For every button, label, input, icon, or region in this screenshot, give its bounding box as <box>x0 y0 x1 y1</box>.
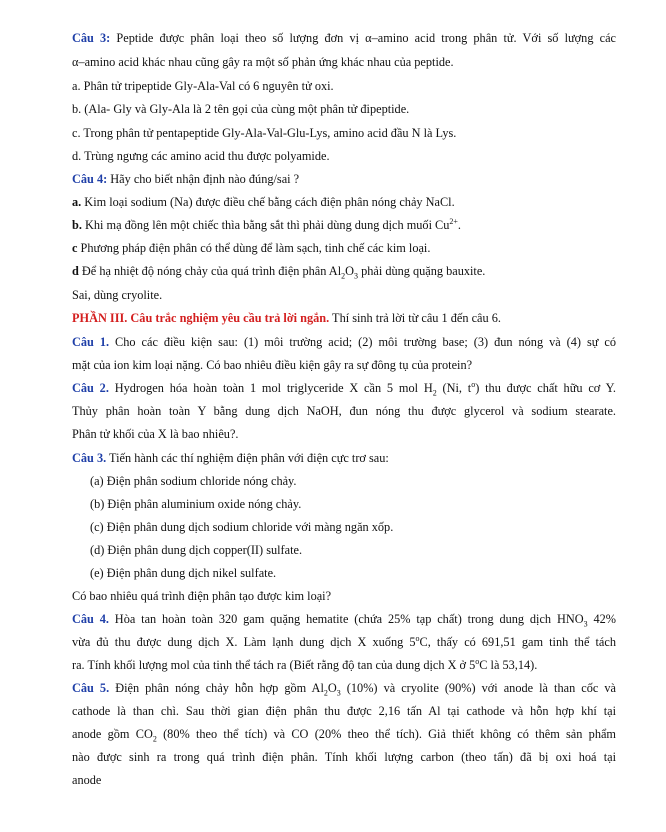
p5-line-1: Câu 5. Điện phân nóng chảy hỗn hợp gồm $Al_2O_3$ (10%) và cryolite (90%) với anode là than cốc và <box>72 681 616 698</box>
q3-option-c: c. Trong phân tử pentapeptide Gly-Ala-Val-Glu-Lys, amino acid đầu N là Lys. <box>72 126 457 140</box>
q4-note: Sai, dùng cryolite. <box>72 288 163 302</box>
p3-line-1: Câu 3. Tiến hành các thí nghiệm điện phân với điện cực trơ sau: <box>72 451 389 465</box>
p3-item-a: (a) Điện phân sodium chloride nóng chảy. <box>90 474 297 488</box>
p5-label: Câu 5. <box>72 681 110 695</box>
q3-option-d: d. Trùng ngưng các amino acid thu được polyamide. <box>72 149 330 163</box>
p4-label: Câu 4. <box>72 612 109 626</box>
part3-title: PHẦN III. Câu trắc nghiệm yêu cầu trả lời ngắn. <box>72 311 330 325</box>
p3-label: Câu 3. <box>72 451 107 465</box>
p3-item-b: (b) Điện phân aluminium oxide nóng chảy. <box>90 497 302 511</box>
q4-label: Câu 4: <box>72 172 108 186</box>
p5-line-5: anode <box>72 773 102 787</box>
p5-line-4: nào được sinh ra trong quá trình điện phân. Tính khối lượng carbon (theo tấn) đã bị oxi hoá tại <box>72 750 616 764</box>
p4-line-1: Câu 4. Hòa tan hoàn toàn 320 gam quặng hematite (chứa 25% tạp chất) trong dung dịch $HNO_3$ 42% <box>72 612 616 629</box>
p1-line-2: mặt của ion kim loại nặng. Có bao nhiêu điều kiện gây ra sự đông tụ của protein? <box>72 358 473 372</box>
p1-label: Câu 1. <box>72 335 110 349</box>
p5-line-2: cathode là than chì. Sau thời gian điện phân thu được 2,16 tấn Al tại cathode và hỗn hợp khí tại <box>72 704 616 718</box>
p4-line-3: ra. Tính khối lượng mol của tinh thể tách ra (Biết rằng độ tan của dung dịch X ở 5$^o$C là 53,14). <box>72 656 538 672</box>
p3-item-e: (e) Điện phân dung dịch nikel sulfate. <box>90 566 277 580</box>
p3-item-d: (d) Điện phân dung dịch copper(II) sulfate. <box>90 543 303 557</box>
part3-heading: PHẦN III. Câu trắc nghiệm yêu cầu trả lời ngắn. Thí sinh trả lời từ câu 1 đến câu 6. <box>72 311 501 325</box>
q3-option-a: a. Phân tử tripeptide Gly-Ala-Val có 6 nguyên tử oxi. <box>72 79 334 93</box>
p1-line-1: Câu 1. Cho các điều kiện sau: (1) môi trường acid; (2) môi trường base; (3) đun nóng và (4) sự có <box>72 335 616 349</box>
q3-option-b: b. (Ala- Gly và Gly-Ala là 2 tên gọi của cùng một phân tử đipeptide. <box>72 102 410 116</box>
q3-line-1: Câu 3: Peptide được phân loại theo số lượng đơn vị α–amino acid trong phân tử. Với số lượng các <box>72 31 617 45</box>
p2-line-3: Phân tử khối của X là bao nhiêu?. <box>72 427 239 441</box>
p2-line-1: Câu 2. Hydrogen hóa hoàn toàn 1 mol triglyceride X cần 5 mol $H_2$ (Ni, $t^o$) thu được chất hữu cơ Y. <box>72 379 617 398</box>
p2-label: Câu 2. <box>72 381 109 395</box>
q4-option-d: d Để hạ nhiệt độ nóng chảy của quá trình điện phân $Al_2O_3$ phải dùng quặng bauxite. <box>72 264 486 281</box>
p3-question: Có bao nhiêu quá trình điện phân tạo được kim loại? <box>72 589 332 603</box>
q4-option-b: b. Khi mạ đồng lên một chiếc thìa bằng sắt thì phải dùng dung dịch muối $Cu^{2+}$. <box>72 216 461 232</box>
q3-label: Câu 3: <box>72 31 111 45</box>
q4-line-1: Câu 4: Hãy cho biết nhận định nào đúng/sai ? <box>72 172 300 186</box>
q4-option-c: c Phương pháp điện phân có thể dùng để làm sạch, tinh chế các kim loại. <box>72 241 431 255</box>
p4-line-2: vừa đủ thu được dung dịch X. Làm lạnh dung dịch X xuống 5$^o$C, thấy có 691,51 gam tinh thể tách <box>72 633 616 649</box>
p5-line-3: anode gồm $CO_2$ (80% theo thể tích) và CO (20% theo thể tích). Giả thiết không có thêm sản phẩm <box>72 727 616 744</box>
p3-item-c: (c) Điện phân dung dịch sodium chloride với màng ngăn xốp. <box>90 520 394 534</box>
q3-line-2: α–amino acid khác nhau cũng gây ra một số phản ứng khác nhau của peptide. <box>72 55 454 69</box>
p2-line-2: Thủy phân hoàn toàn Y bằng dung dịch NaOH, đun nóng thu được glycerol và sodium stearate. <box>72 404 616 418</box>
q4-option-a: a. Kim loại sodium (Na) được điều chế bằng cách điện phân nóng chảy NaCl. <box>72 195 455 209</box>
